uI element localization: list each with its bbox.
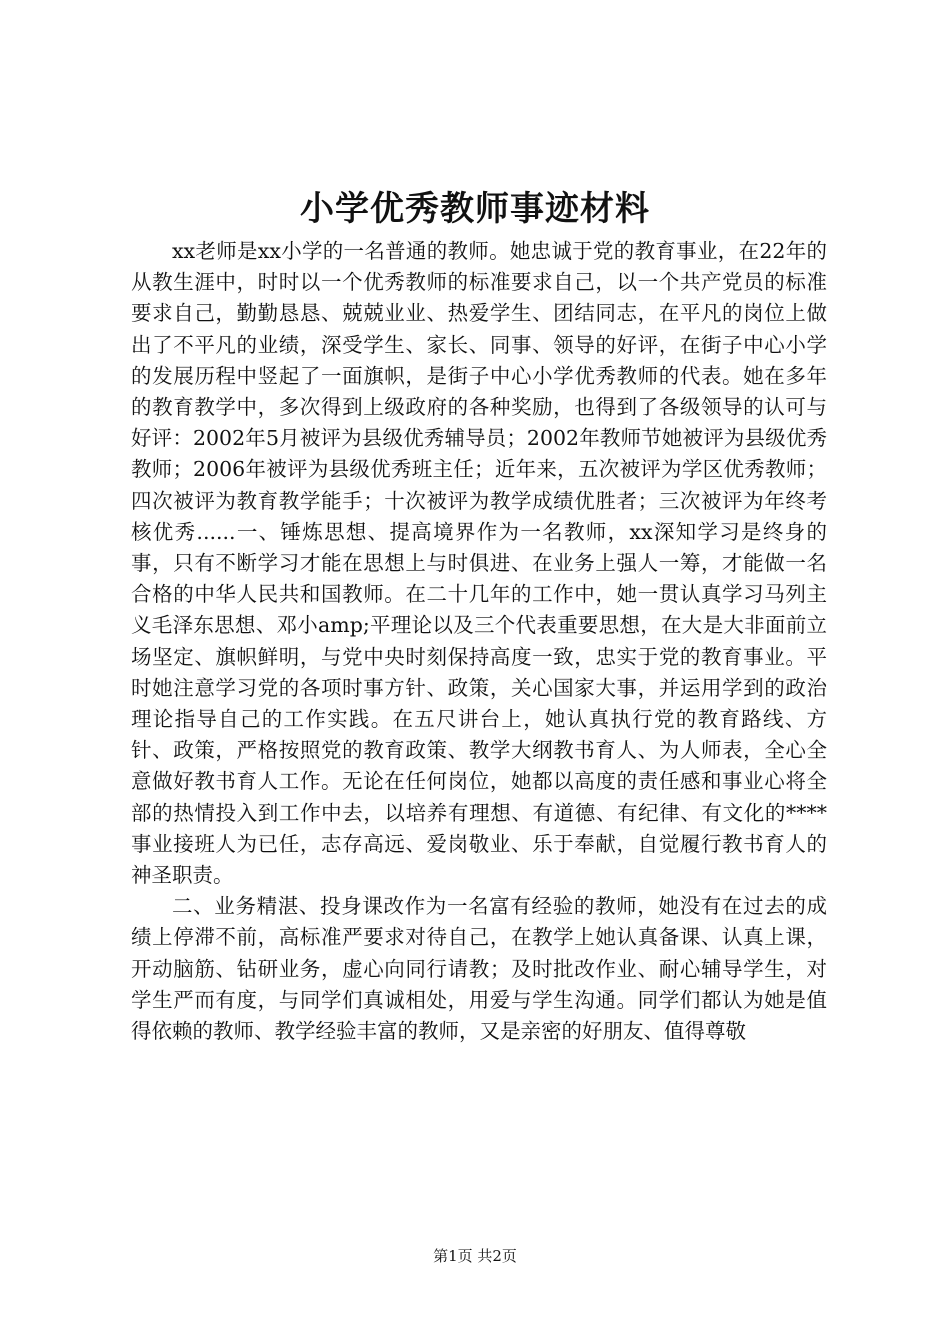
document-title: 小学优秀教师事迹材料 (300, 189, 650, 229)
page-footer: 第1页 共2页 (433, 1247, 517, 1265)
document-body (131, 236, 827, 1047)
paragraph-1: xx老师是xx小学的一名普通的教师。她忠诚于党的教育事业，在22年的从教生涯中，时时以一个优秀教师的标准要求自己，以一个共产党员的标准要求自己，勤勤恳恳、兢兢业业、热爱学生、团结同志，在平凡的岗位上做出了不平凡的业绩，深受学生、家长、同事、领导的好评，在街子中心小学的发展历程中竖起了一面旗帜，是街子中心小学优秀教师的代表。她在多年的教育教学中，多次得到上级政府的各种奖励，也得到了各级领导的认可与好评：2002年5月被评为县级优秀辅导员；2002年教师节她被评为县级优秀教师；2006年被评为县级优秀班主任；近年来，五次被评为学区优秀教师；四次被评为教育教学能手；十次被评为教学成绩优胜者；三次被评为年终考核优秀......一、锤炼思想、提高境界作为一名教师，xx深知学习是终身的事，只有不断学习才能在思想上与时俱进、在业务上强人一筹，才能做一名合格的中华人民共和国教师。在二十几年的工作中，她一贯认真学习马列主义毛泽东思想、邓小amp;平理论以及三个代表重要思想，在大是大非面前立场坚定、旗帜鲜明，与党中央时刻保持高度一致，忠实于党的教育事业。平时她注意学习党的各项时事方针、政策，关心国家大事，并运用学到的政治理论指导自己的工作实践。在五尺讲台上，她认真执行党的教育路线、方针、政策，严格按照党的教育政策、教学大纲教书育人、为人师表，全心全意做好教书育人工作。无论在任何岗位，她都以高度的责任感和事业心将全部的热情投入到工作中去，以培养有理想、有道德、有纪律、有文化的****事业接班人为已任，志存高远、爱岗敬业、乐于奉献，自觉履行教书育人的神圣职责。 (131, 239, 827, 888)
paragraph-2: 二、业务精湛、投身课改作为一名富有经验的教师，她没有在过去的成绩上停滞不前，高标准严要求对待自己，在教学上她认真备课、认真上课，开动脑筋、钻研业务，虚心向同行请教；及时批改作业、耐心辅导学生，对学生严而有度，与同学们真诚相处，用爱与学生沟通。同学们都认为她是值得依赖的教师、教学经验丰富的教师，又是亲密的好朋友、值得尊敬 (131, 894, 827, 1044)
